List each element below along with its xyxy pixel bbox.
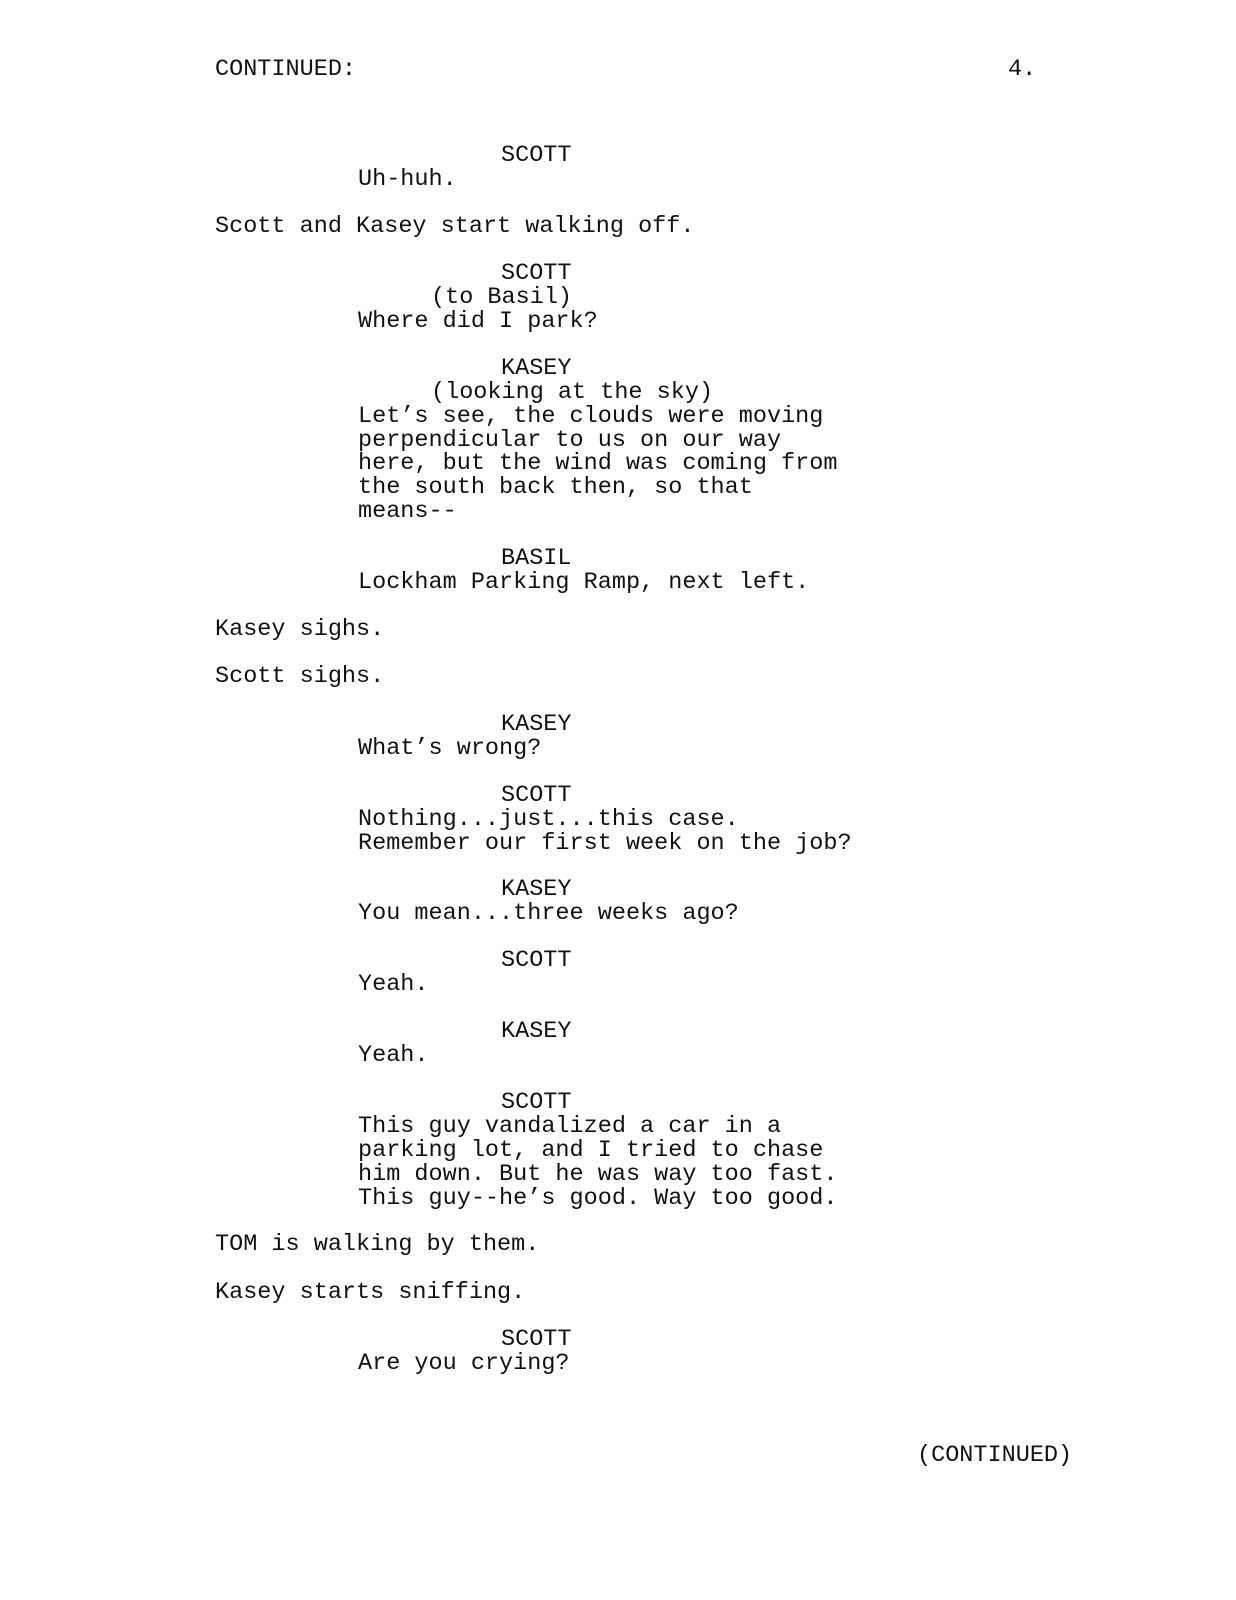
dialogue-line: perpendicular to us on our way bbox=[358, 427, 782, 454]
character-name: SCOTT bbox=[501, 1089, 572, 1116]
dialogue-line: parking lot, and I tried to chase bbox=[358, 1137, 824, 1164]
character-name: KASEY bbox=[501, 355, 572, 382]
dialogue-line: Yeah. bbox=[358, 971, 429, 998]
character-name: SCOTT bbox=[501, 782, 572, 809]
character-name: KASEY bbox=[501, 1018, 572, 1045]
dialogue-line: This guy--he’s good. Way too good. bbox=[358, 1185, 838, 1212]
action-line: TOM is walking by them. bbox=[215, 1231, 540, 1258]
character-name: SCOTT bbox=[501, 142, 572, 169]
dialogue-line: What’s wrong? bbox=[358, 735, 542, 762]
dialogue-line: him down. But he was way too fast. bbox=[358, 1161, 838, 1188]
dialogue-line: the south back then, so that bbox=[358, 474, 753, 501]
dialogue-line: Lockham Parking Ramp, next left. bbox=[358, 569, 810, 596]
dialogue-line: Yeah. bbox=[358, 1042, 429, 1069]
dialogue-line: Are you crying? bbox=[358, 1350, 570, 1377]
character-name: KASEY bbox=[501, 711, 572, 738]
page-number: 4. bbox=[1008, 56, 1037, 83]
dialogue-line: here, but the wind was coming from bbox=[358, 450, 838, 477]
character-name: SCOTT bbox=[501, 947, 572, 974]
action-line: Scott and Kasey start walking off. bbox=[215, 213, 695, 240]
dialogue-line: Let’s see, the clouds were moving bbox=[358, 403, 824, 430]
character-name: KASEY bbox=[501, 876, 572, 903]
dialogue-line: This guy vandalized a car in a bbox=[358, 1113, 782, 1140]
dialogue-line: Uh-huh. bbox=[358, 166, 457, 193]
dialogue-line: You mean...three weeks ago? bbox=[358, 900, 739, 927]
character-name: SCOTT bbox=[501, 1326, 572, 1353]
continued-footer: (CONTINUED) bbox=[917, 1442, 1073, 1469]
parenthetical: (to Basil) bbox=[431, 284, 573, 311]
action-line: Kasey sighs. bbox=[215, 616, 385, 643]
continued-header: CONTINUED: bbox=[215, 56, 357, 83]
action-line: Scott sighs. bbox=[215, 663, 385, 690]
dialogue-line: Remember our first week on the job? bbox=[358, 830, 852, 857]
parenthetical: (looking at the sky) bbox=[431, 379, 714, 406]
dialogue-line: means-- bbox=[358, 498, 457, 525]
action-line: Kasey starts sniffing. bbox=[215, 1279, 526, 1306]
dialogue-line: Where did I park? bbox=[358, 308, 598, 335]
character-name: BASIL bbox=[501, 545, 572, 572]
dialogue-line: Nothing...just...this case. bbox=[358, 806, 739, 833]
character-name: SCOTT bbox=[501, 260, 572, 287]
